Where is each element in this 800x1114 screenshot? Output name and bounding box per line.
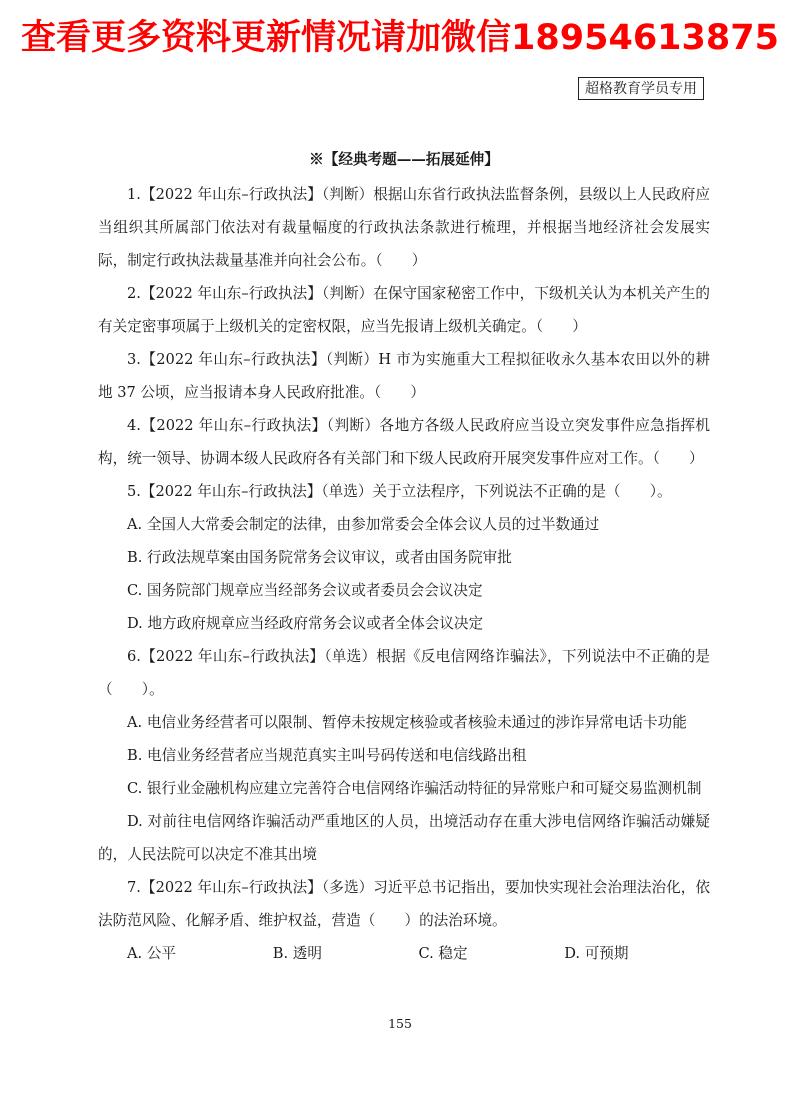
page-number: 155	[388, 1016, 412, 1031]
question-5-option-c: C. 国务院部门规章应当经部务会议或者委员会会议决定	[127, 582, 483, 599]
question-7-option-d: D. 可预期	[564, 945, 629, 962]
question-3: 3.【2022 年山东–行政执法】（判断）H 市为实施重大工程拟征收永久基本农田以外的耕地 37 公顷，应当报请本身人民政府批准。（ ）	[98, 351, 710, 401]
question-5-option-b: B. 行政法规草案由国务院常务会议审议，或者由国务院审批	[127, 549, 512, 566]
question-7-option-b: B. 透明	[272, 945, 322, 962]
question-5: 5.【2022 年山东–行政执法】（单选）关于立法程序，下列说法不正确的是（ ）。	[127, 483, 672, 500]
usage-badge: 超格教育学员专用	[578, 77, 704, 100]
question-2: 2.【2022 年山东–行政执法】（判断）在保守国家秘密工作中，下级机关认为本机关产生的有关定密事项属于上级机关的定密权限，应当先报请上级机关确定。（ ）	[98, 285, 710, 335]
watermark-banner: 查看更多资料更新情况请加微信18954613875	[21, 18, 779, 58]
page-content	[98, 143, 710, 970]
question-6: 6.【2022 年山东–行政执法】（单选）根据《反电信网络诈骗法》，下列说法中不正确的是（ ）。	[98, 648, 710, 698]
question-7-option-c: C. 稳定	[418, 945, 468, 962]
question-7: 7.【2022 年山东–行政执法】（多选）习近平总书记指出，要加快实现社会治理法治化，依法防范风险、化解矛盾、维护权益，营造（ ）的法治环境。	[98, 879, 710, 929]
question-7-options	[98, 937, 710, 970]
section-title: ※【经典考题——拓展延伸】	[309, 151, 499, 168]
question-7-option-a: A. 公平	[127, 945, 177, 962]
question-6-option-c: C. 银行业金融机构应建立完善符合电信网络诈骗活动特征的异常账户和可疑交易监测机制	[127, 780, 702, 797]
question-1: 1.【2022 年山东–行政执法】（判断）根据山东省行政执法监督条例，县级以上人民政府应当组织其所属部门依法对有裁量幅度的行政执法条款进行梳理，并根据当地经济社会发展实际，制定行政执法裁量基准并向社会公布。（ ）	[98, 186, 710, 269]
question-5-option-d: D. 地方政府规章应当经政府常务会议或者全体会议决定	[127, 615, 484, 632]
question-6-option-a: A. 电信业务经营者可以限制、暂停未按规定核验或者核验未通过的涉诈异常电话卡功能	[127, 714, 687, 731]
question-5-option-a: A. 全国人大常委会制定的法律，由参加常委会全体会议人员的过半数通过	[127, 516, 600, 533]
question-6-option-b: B. 电信业务经营者应当规范真实主叫号码传送和电信线路出租	[127, 747, 527, 764]
question-6-option-d: D. 对前往电信网络诈骗活动严重地区的人员，出境活动存在重大涉电信网络诈骗活动嫌疑的，人民法院可以决定不准其出境	[98, 813, 710, 863]
question-4: 4.【2022 年山东–行政执法】（判断）各地方各级人民政府应当设立突发事件应急指挥机构，统一领导、协调本级人民政府各有关部门和下级人民政府开展突发事件应对工作。（ ）	[98, 417, 710, 467]
